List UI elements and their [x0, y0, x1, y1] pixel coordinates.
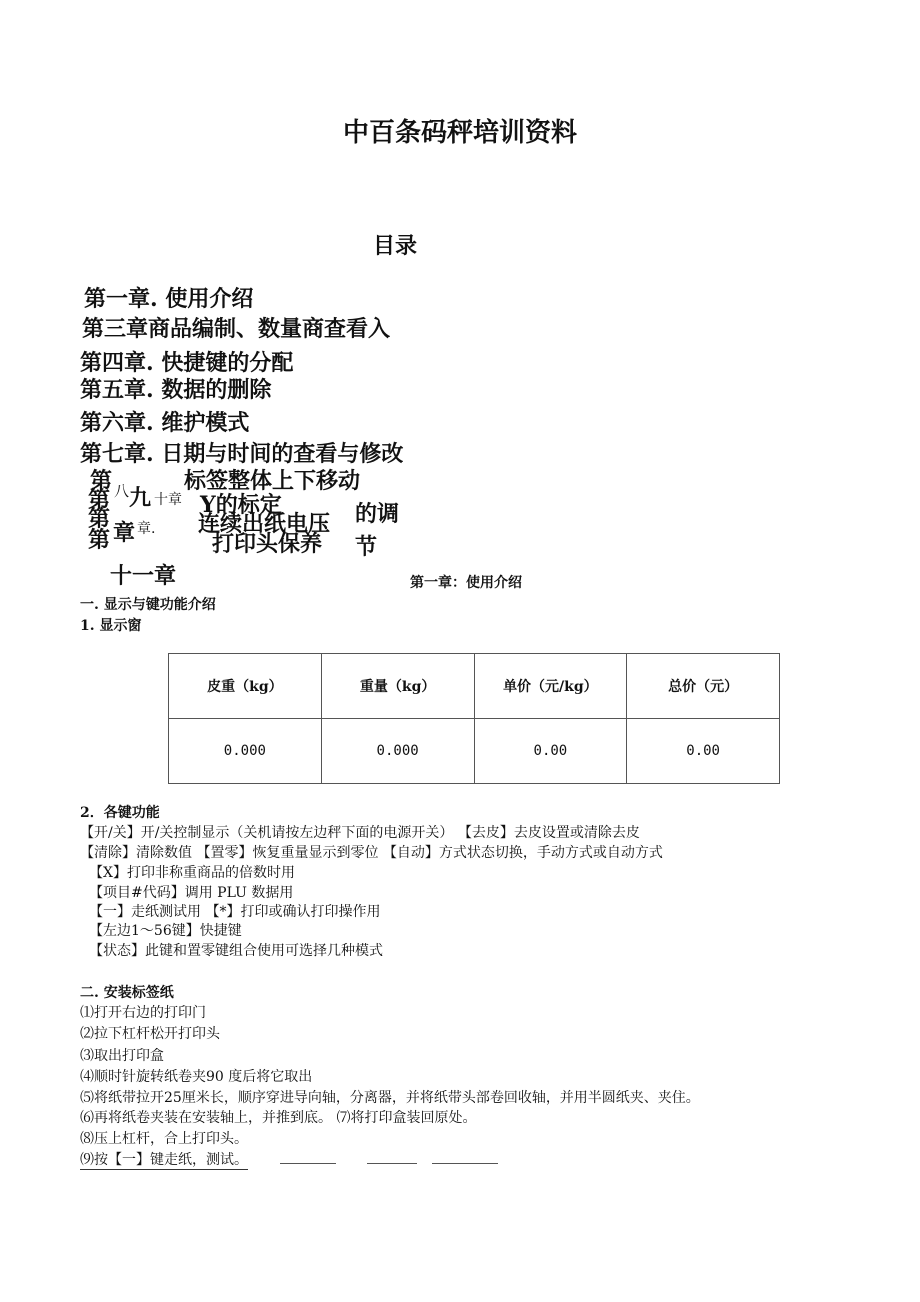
chapter-heading: 第一章：使用介绍: [410, 575, 522, 591]
toc-item-6: 第七章. 日期与时间的查看与修改: [80, 441, 404, 467]
weight-header: 重量（kg）: [321, 654, 474, 719]
toc-overlap-text: 的调: [355, 501, 400, 527]
toc-overlap-text: 第: [88, 527, 111, 553]
toc-overlap-text: Y的标定: [200, 492, 282, 518]
key-function-line: 【一】走纸测试用 【*】打印或确认打印操作用: [89, 904, 381, 920]
key-function-line: 【左边1～56键】快捷键: [89, 923, 242, 939]
section-heading: 二. 安装标签纸: [80, 985, 174, 1001]
key-function-line: 【状态】此键和置零键组合使用可选择几种模式: [89, 943, 383, 959]
install-step: ⑵拉下杠杆松开打印头: [80, 1026, 220, 1042]
blank-line: [432, 1163, 498, 1164]
toc-overlap-text: 十一章: [110, 563, 177, 589]
document-title: 中百条码秤培训资料: [342, 118, 577, 148]
toc-overlap-text: 连续出纸电压: [198, 511, 331, 537]
install-step: ⑷顺时针旋转纸卷夹90 度后将它取出: [80, 1069, 313, 1085]
subsection-heading: 2．各键功能: [80, 805, 160, 821]
toc-item-3: 第四章. 快捷键的分配: [80, 350, 294, 376]
install-step: ⑼按【一】键走纸，测试。: [80, 1149, 248, 1170]
install-step: ⑶取出打印盒: [80, 1048, 164, 1064]
total-price-value: 0.00: [627, 719, 780, 784]
toc-title: 目录: [372, 233, 417, 259]
total-price-header: 总价（元）: [627, 654, 780, 719]
install-step: ⑻压上杠杆，合上打印头。: [80, 1131, 248, 1147]
section-heading: 一. 显示与键功能介绍: [80, 597, 216, 613]
subsection-heading: 1. 显示窗: [80, 618, 142, 634]
key-function-line: 【开/关】开/关控制显示（关机请按左边秤下面的电源开关） 【去皮】去皮设置或清除去皮: [80, 825, 640, 841]
tare-value: 0.000: [169, 719, 322, 784]
key-function-line: 【X】打印非称重商品的倍数时用: [89, 865, 295, 881]
key-function-line: 【项目#代码】调用 PLU 数据用: [89, 885, 294, 901]
toc-overlap-text: 八: [114, 482, 130, 500]
key-function-line: 【清除】清除数值 【置零】恢复重量显示到零位 【自动】方式状态切换，手动方式或自动方式: [80, 845, 663, 861]
toc-overlap-text: 标签整体上下移动: [184, 468, 361, 494]
table-header-row: [169, 654, 780, 719]
toc-overlap-text: 第: [90, 468, 113, 494]
tare-header: 皮重（kg）: [169, 654, 322, 719]
install-step-last: [80, 1149, 248, 1170]
install-step: ⑸将纸带拉开25厘米长，顺序穿进导向轴，分离器，并将纸带头部卷回收轴，并用半圆纸夹、夹住。: [80, 1090, 700, 1106]
install-step: ⑴打开右边的打印门: [80, 1005, 206, 1021]
blank-line: [280, 1163, 336, 1164]
toc-item-2: 第三章商品编制、数量商查看入: [82, 316, 391, 342]
display-window-table: [168, 653, 780, 784]
table-row: [169, 719, 780, 784]
toc-overlap-text: 章: [113, 520, 136, 546]
toc-overlap-text: 打印头保养: [212, 531, 323, 557]
toc-overlap-text: 第: [88, 487, 111, 513]
toc-item-5: 第六章. 维护模式: [80, 410, 250, 436]
toc-item-4: 第五章. 数据的删除: [80, 377, 272, 403]
install-step: ⑹再将纸卷夹装在安装轴上，并推到底。 ⑺将打印盒装回原处。: [80, 1110, 477, 1126]
unit-price-header: 单价（元/kg）: [474, 654, 627, 719]
toc-overlap-text: 章.: [137, 521, 156, 537]
toc-overlap-text: 九: [129, 485, 152, 511]
unit-price-value: 0.00: [474, 719, 627, 784]
toc-overlap-text: 第: [88, 506, 111, 532]
toc-overlap-text: 节: [355, 534, 378, 560]
blank-line: [367, 1163, 417, 1164]
weight-value: 0.000: [321, 719, 474, 784]
toc-item-1: 第一章. 使用介绍: [84, 286, 254, 312]
toc-overlap-text: 十章: [154, 492, 182, 508]
